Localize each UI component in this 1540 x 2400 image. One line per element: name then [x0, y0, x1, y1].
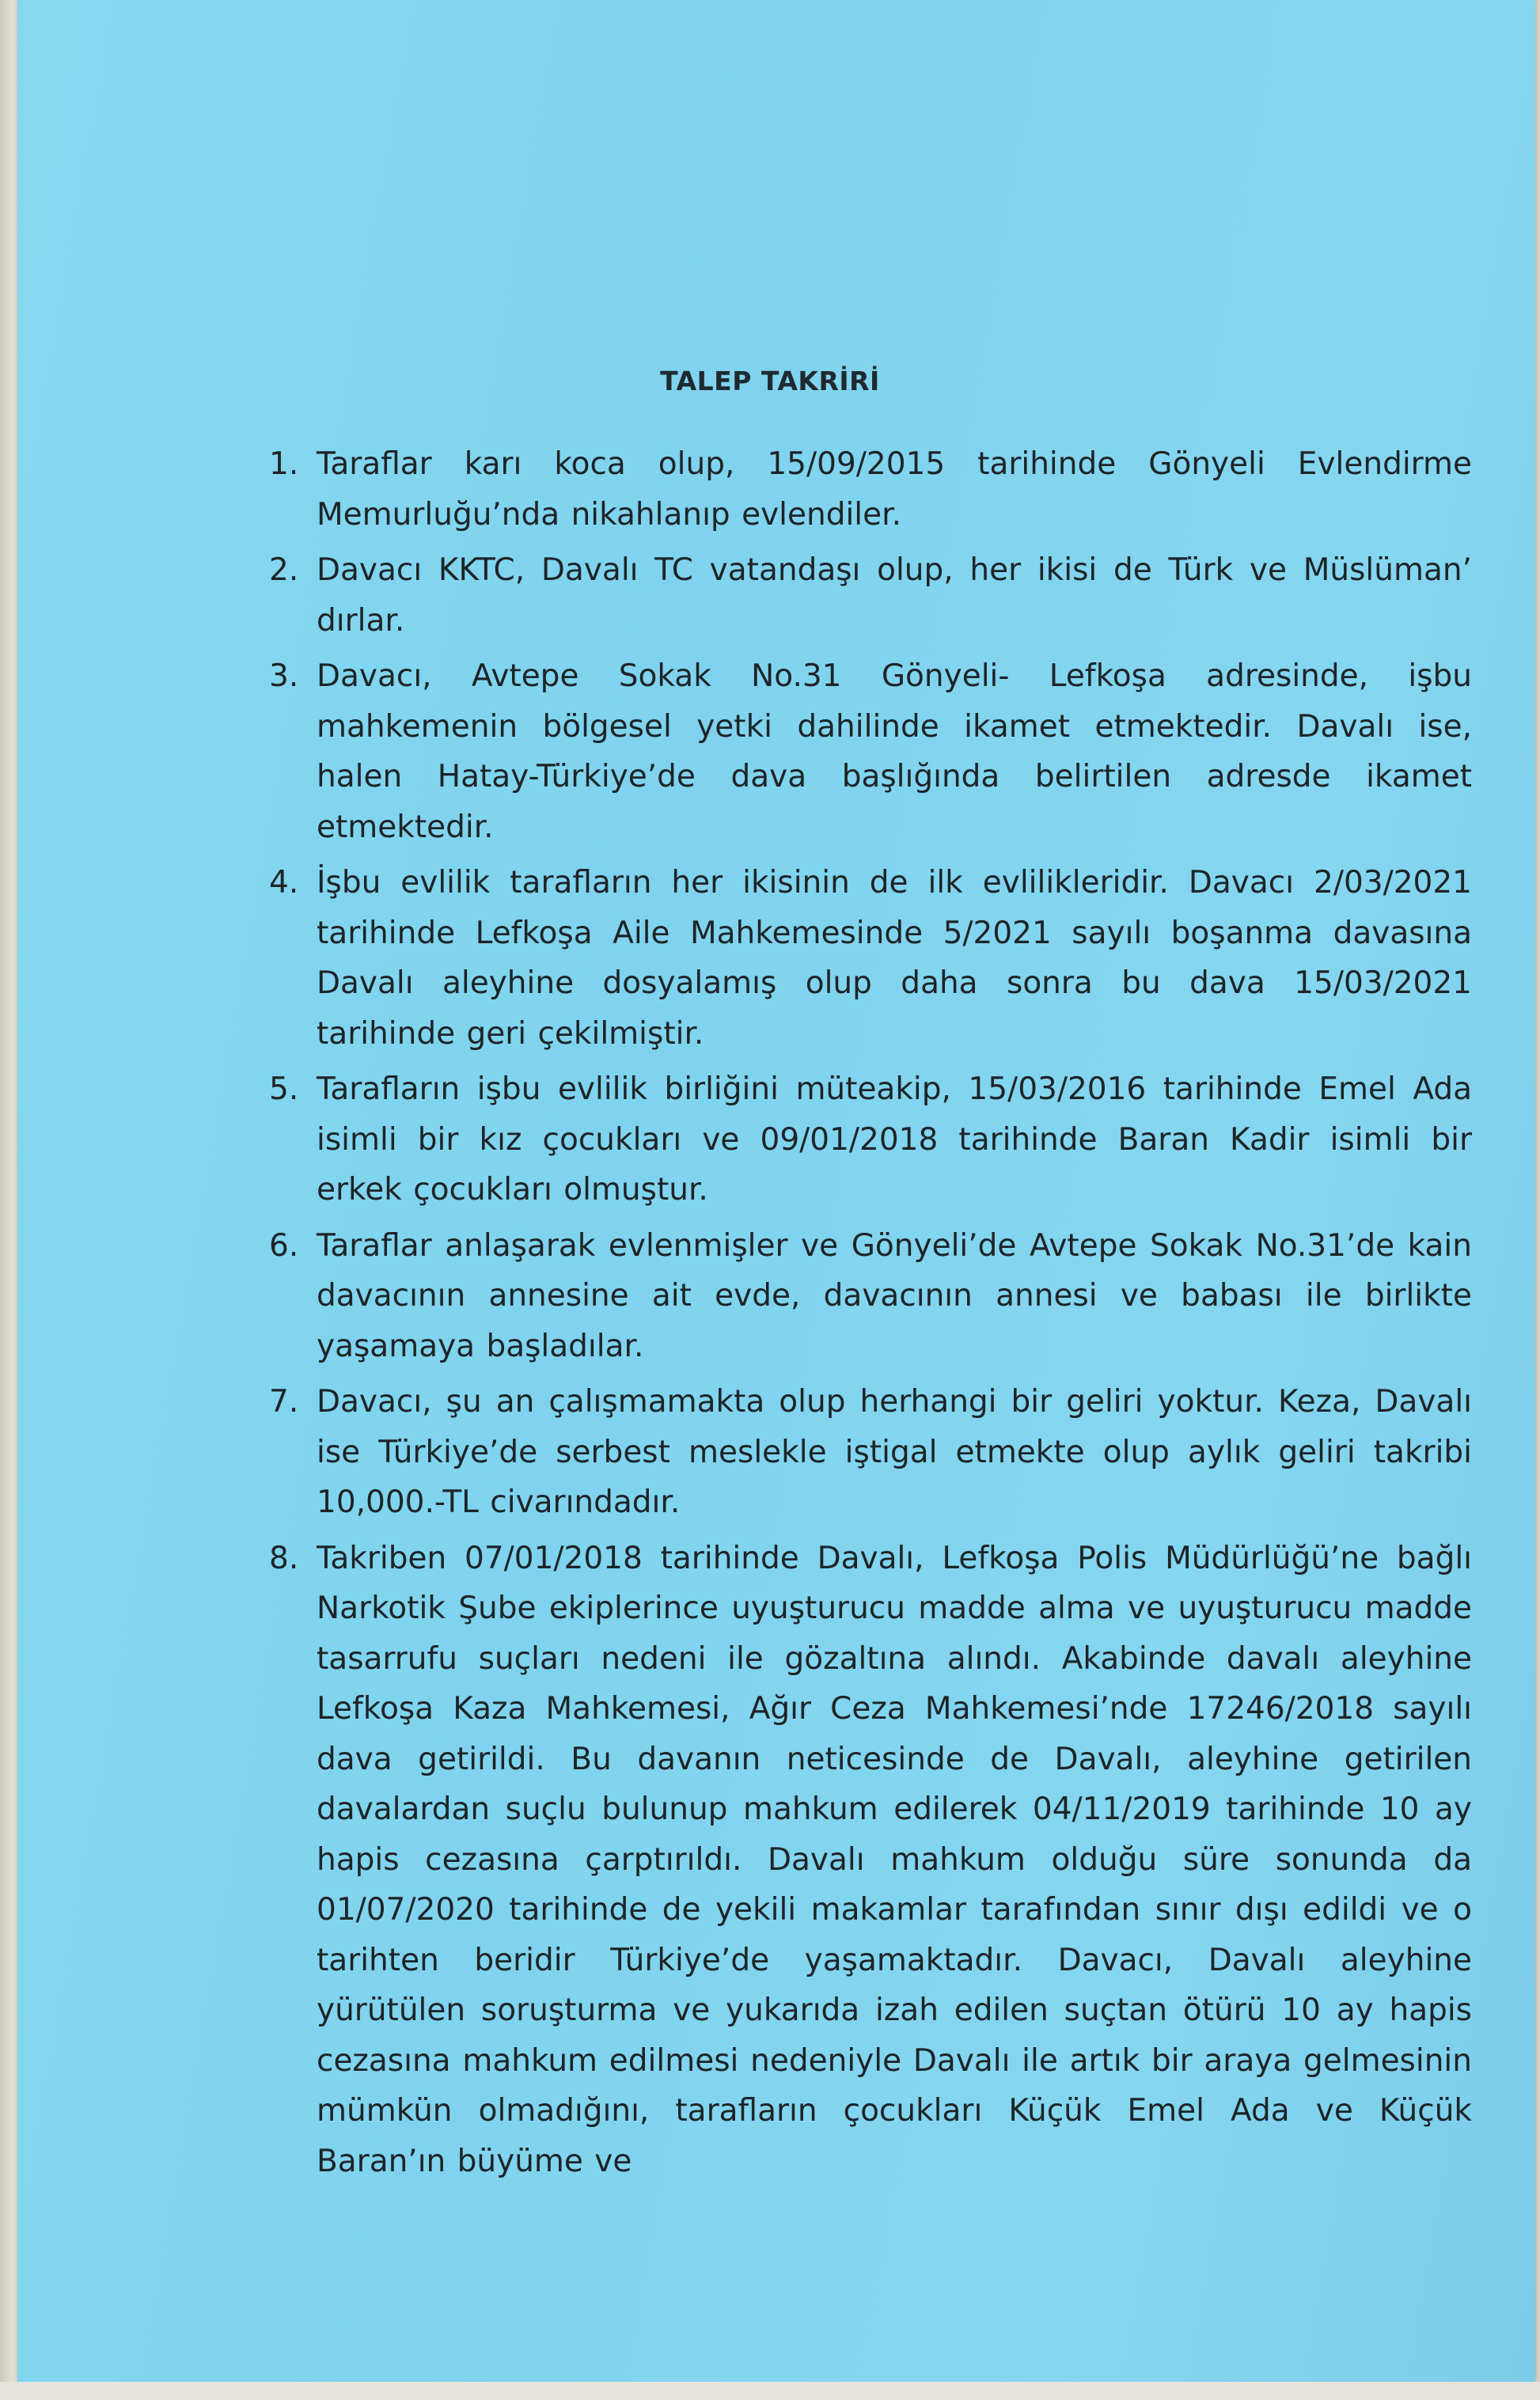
item-text: Davacı KKTC, Davalı TC vatandaşı olup, her ikisi de Türk ve Müslüman’ dırlar. — [317, 552, 1472, 639]
list-item — [269, 439, 1472, 540]
item-number: 5. — [269, 1071, 299, 1107]
list-item — [269, 1534, 1472, 2187]
list-item — [269, 858, 1472, 1059]
list-item — [269, 651, 1472, 852]
item-text: Taraflar karı koca olup, 15/09/2015 tarihinde Gönyeli Evlendirme Memurluğu’nda nikahlanıp evlendiler. — [317, 446, 1472, 533]
item-number: 2. — [269, 552, 299, 588]
list-item — [269, 545, 1472, 646]
item-number: 4. — [269, 865, 299, 900]
list-item — [269, 1377, 1472, 1528]
document-title: TALEP TAKRİRİ — [660, 366, 880, 396]
item-text: İşbu evlilik tarafların her ikisinin de ilk evlilikleridir. Davacı 2/03/2021 tarihinde Lefkoşa Aile Mahkemesinde 5/2021 sayılı boşanma davasına Davalı aleyhine dosyalamış olup daha sonra bu dava 15/03/2021 tarihinde geri çekilmiştir. — [317, 865, 1472, 1052]
item-number: 7. — [269, 1384, 299, 1420]
item-number: 6. — [269, 1227, 299, 1264]
item-text: Taraflar anlaşarak evlenmişler ve Gönyeli’de Avtepe Sokak No.31’de kain davacının annesine ait evde, davacının annesi ve babası ile birlikte yaşamaya başladılar. — [317, 1227, 1472, 1364]
paper-edge — [0, 0, 17, 2400]
item-text: Davacı, Avtepe Sokak No.31 Gönyeli- Lefkoşa adresinde, işbu mahkemenin bölgesel yetki dahilinde ikamet etmektedir. Davalı ise, halen Hatay-Türkiye’de dava başlığında belirtilen adresde ikamet etmektedir. — [317, 658, 1472, 845]
item-text: Takriben 07/01/2018 tarihinde Davalı, Lefkoşa Polis Müdürlüğü’ne bağlı Narkotik Şube ekiplerince uyuşturucu madde alma ve uyuşturucu madde tasarrufu suçları nedeni ile gözaltına alındı. Akabinde davalı aleyhine Lefkoşa Kaza Mahkemesi, Ağır Ceza Mahkemesi’nde 17246/2018 sayılı dava getirildi. Bu davanın neticesinde de Davalı, aleyhine getirilen davalardan suçlu bulunup mahkum edilerek 04/11/2019 tarihinde 10 ay hapis cezasına çarptırıldı. Davalı mahkum olduğu süre sonunda da 01/07/2020 tarihinde de yekili makamlar tarafından sınır dışı edildi ve o tarihten beridir Türkiye’de yaşamaktadır. Davacı, Davalı aleyhine yürütülen soruşturma ve yukarıda izah edilen suçtan ötürü 10 ay hapis cezasına mahkum edilmesi nedeniyle Davalı ile artık bir araya gelmesinin mümkün olmadığını, tarafların çocukları Küçük Emel Ada ve Küçük Baran’ın büyüme ve — [317, 1540, 1472, 2179]
page-bottom-margin — [0, 2382, 1540, 2400]
list-item — [269, 1221, 1472, 1372]
item-number: 8. — [269, 1540, 299, 1576]
item-number: 3. — [269, 658, 299, 694]
document-body — [269, 439, 1472, 2192]
item-text: Davacı, şu an çalışmamakta olup herhangi bir geliri yoktur. Keza, Davalı ise Türkiye’de serbest meslekle iştigal etmekte olup aylık geliri takribi 10,000.-TL civarındadır. — [317, 1384, 1472, 1520]
list-item — [269, 1064, 1472, 1215]
item-text: Tarafların işbu evlilik birliğini müteakip, 15/03/2016 tarihinde Emel Ada isimli bir kız çocukları ve 09/01/2018 tarihinde Baran Kadir isimli bir erkek çocukları olmuştur. — [317, 1071, 1472, 1208]
item-number: 1. — [269, 446, 299, 482]
